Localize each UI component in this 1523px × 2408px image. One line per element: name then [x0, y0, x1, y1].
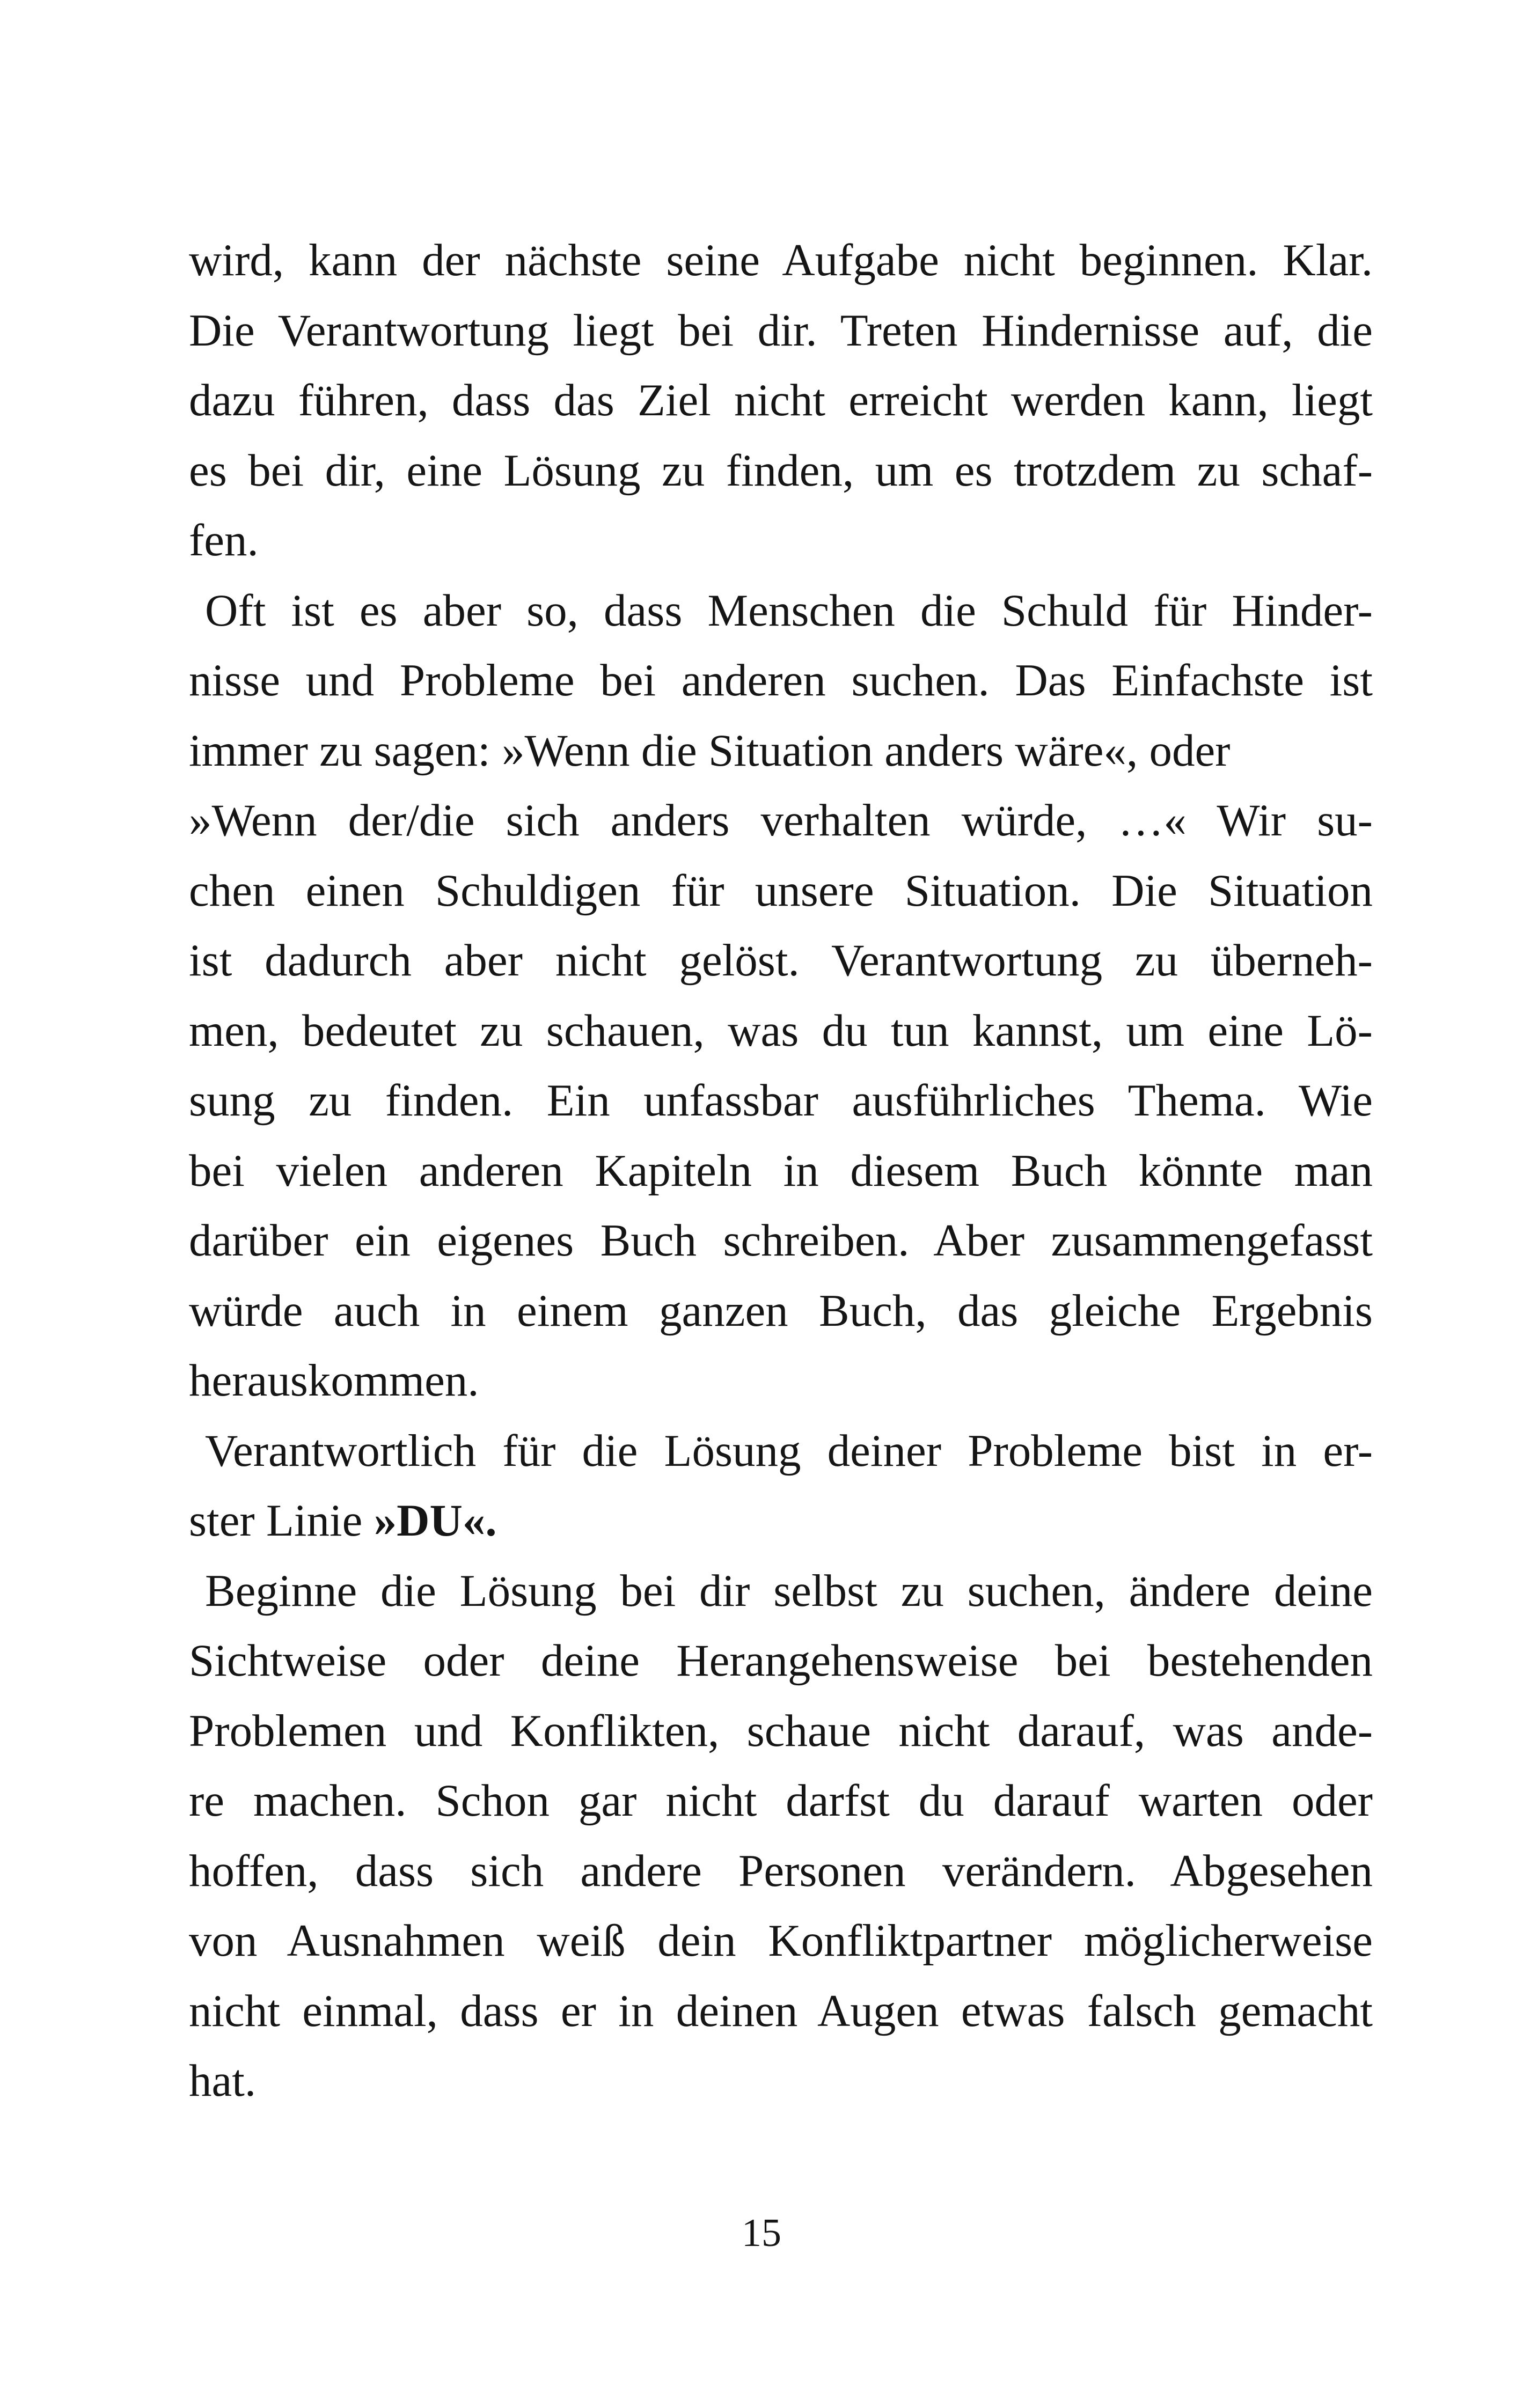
text-line-content: Oft ist es aber so, dass Menschen die Schuld für Hinder- [205, 585, 1373, 636]
text-line [189, 1066, 1373, 1136]
text-line-content: men, bedeutet zu schauen, was du tun kannst, um eine Lö- [189, 1005, 1373, 1056]
text-line-content: wird, kann der nächste seine Aufgabe nicht beginnen. Klar. [189, 235, 1373, 285]
text-line-content: Sichtweise oder deine Herangehensweise bei bestehenden [189, 1635, 1373, 1686]
text-line-content: herauskommen. [189, 1355, 479, 1406]
text-line-content: re machen. Schon gar nicht darfst du darauf warten oder [189, 1775, 1373, 1826]
text-line [189, 926, 1373, 996]
text-line-content: von Ausnahmen weiß dein Konfliktpartner möglicherweise [189, 1915, 1373, 1966]
text-line-content: hat. [189, 2055, 257, 2106]
text-line-content: ster Linie [189, 1495, 374, 1546]
text-line [189, 1346, 1373, 1416]
text-line-content: würde auch in einem ganzen Buch, das gleiche Ergebnis [189, 1285, 1373, 1336]
text-line-content: fen. [189, 515, 259, 566]
text-line [189, 996, 1373, 1066]
text-line [189, 2046, 1373, 2116]
text-line-content: darüber ein eigenes Buch schreiben. Aber zusammengefasst [189, 1215, 1373, 1266]
text-line [189, 576, 1373, 646]
text-line-content: Die Verantwortung liegt bei dir. Treten Hindernisse auf, die [189, 305, 1373, 356]
text-line-content: chen einen Schuldigen für unsere Situation. Die Situation [189, 865, 1373, 916]
text-line [189, 1136, 1373, 1206]
text-line [189, 1416, 1373, 1486]
text-line [189, 856, 1373, 926]
text-line [189, 1836, 1373, 1906]
text-line-content: es bei dir, eine Lösung zu finden, um es trotzdem zu schaf- [189, 445, 1373, 496]
text-line-content: Verantwortlich für die Lösung deiner Probleme bist in er- [205, 1425, 1373, 1476]
text-line [189, 296, 1373, 366]
text-line-content: ist dadurch aber nicht gelöst. Verantwortung zu überneh- [189, 935, 1373, 986]
body-text [189, 225, 1373, 2116]
text-line [189, 1766, 1373, 1836]
text-line-content: »Wenn der/die sich anders verhalten würde, …« Wir su- [189, 795, 1373, 846]
text-line-content: sung zu finden. Ein unfassbar ausführliches Thema. Wie [189, 1075, 1373, 1126]
text-line [189, 365, 1373, 436]
text-line [189, 1626, 1373, 1696]
text-line [189, 505, 1373, 576]
emphasis-text: »DU«. [374, 1495, 497, 1546]
text-line-content: nicht einmal, dass er in deinen Augen etwas falsch gemacht [189, 1985, 1373, 2036]
text-line [189, 1556, 1373, 1626]
text-line [189, 785, 1373, 856]
text-line-content: bei vielen anderen Kapiteln in diesem Buch könnte man [189, 1145, 1373, 1196]
text-line [189, 645, 1373, 716]
text-line [189, 1206, 1373, 1276]
text-line [189, 1906, 1373, 1976]
text-line-content: dazu führen, dass das Ziel nicht erreicht werden kann, liegt [189, 375, 1373, 425]
text-line-content: nisse und Probleme bei anderen suchen. Das Einfachste ist [189, 655, 1373, 706]
text-line [189, 1976, 1373, 2046]
page-number: 15 [742, 2211, 781, 2255]
text-line-content: Problemen und Konflikten, schaue nicht darauf, was ande- [189, 1705, 1373, 1756]
text-line [189, 1696, 1373, 1766]
text-line [189, 225, 1373, 296]
text-line-content: hoffen, dass sich andere Personen verändern. Abgesehen [189, 1845, 1373, 1896]
text-line-content: Beginne die Lösung bei dir selbst zu suchen, ändere deine [205, 1565, 1373, 1616]
text-line-content: immer zu sagen: »Wenn die Situation anders wäre«, oder [189, 725, 1231, 776]
text-line [189, 1276, 1373, 1346]
text-line [189, 1486, 1373, 1556]
text-line [189, 436, 1373, 506]
text-line [189, 716, 1373, 786]
